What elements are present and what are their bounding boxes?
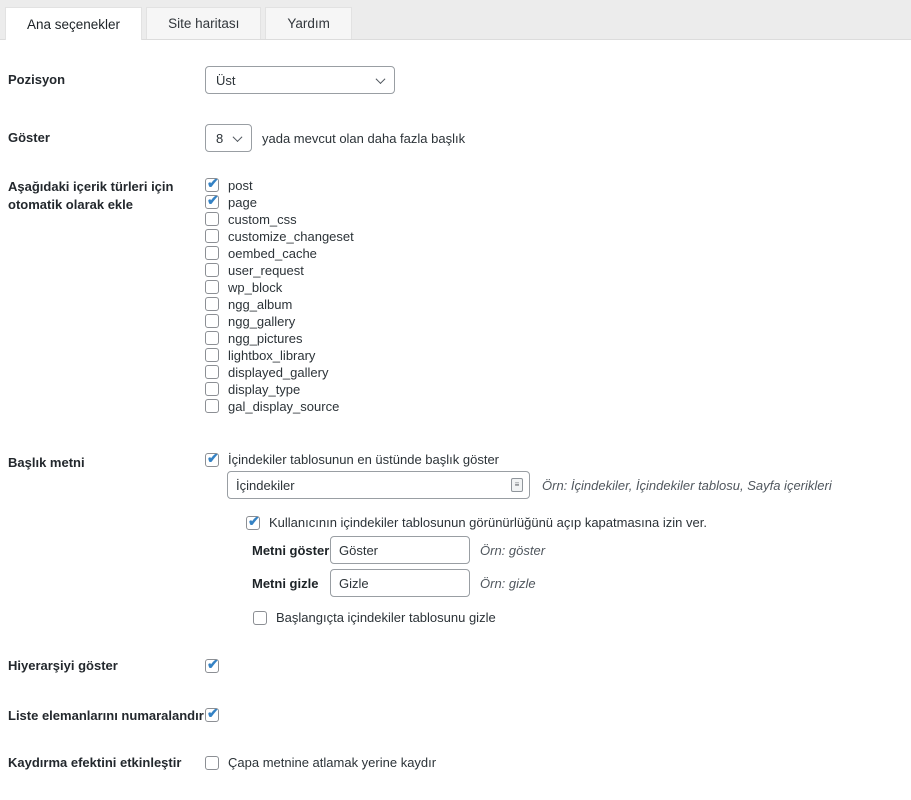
show-count-select-value: 8 xyxy=(216,130,224,146)
list-item xyxy=(205,365,911,379)
title-hint: Örn: İçindekiler, İçindekiler tablosu, Sayfa içerikleri xyxy=(542,477,832,493)
row-position xyxy=(8,66,911,94)
hide-text-label: Metni gizle xyxy=(252,575,319,591)
content-type-label: user_request xyxy=(228,262,304,278)
checkbox[interactable] xyxy=(205,399,219,413)
checkbox[interactable] xyxy=(205,246,219,260)
checkbox[interactable] xyxy=(205,708,219,722)
show-text-hint: Örn: göster xyxy=(480,542,546,558)
position-label: Pozisyon xyxy=(8,72,66,88)
list-item xyxy=(205,399,911,413)
visibility-toggle-section xyxy=(246,515,911,625)
list-item xyxy=(205,195,911,209)
settings-panel xyxy=(0,66,911,772)
hide-initial-option xyxy=(253,610,911,625)
toggle-visibility-option-label: Kullanıcının içindekiler tablosunun görünürlüğünü açıp kapatmasına izin ver. xyxy=(269,515,707,530)
checkbox[interactable] xyxy=(205,212,219,226)
chevron-down-icon xyxy=(233,132,243,142)
list-item xyxy=(205,348,911,362)
checkbox[interactable] xyxy=(205,756,219,770)
content-type-label: displayed_gallery xyxy=(228,364,329,380)
list-item xyxy=(205,229,911,243)
checkbox[interactable] xyxy=(253,611,267,625)
checkbox[interactable] xyxy=(205,382,219,396)
heading-text-label: Başlık metni xyxy=(8,455,85,470)
content-type-list xyxy=(205,178,911,416)
chevron-down-icon xyxy=(376,74,386,84)
checkbox[interactable] xyxy=(246,516,260,530)
show-text-row xyxy=(252,536,911,564)
position-select-value: Üst xyxy=(216,72,236,88)
numbering-label: Liste elemanlarını numaralandır xyxy=(8,707,204,723)
checkbox[interactable] xyxy=(205,195,219,209)
content-type-label: display_type xyxy=(228,381,301,397)
content-type-label: wp_block xyxy=(228,279,283,295)
toggle-visibility-option xyxy=(246,515,911,530)
list-item xyxy=(205,280,911,294)
checkbox[interactable] xyxy=(205,453,219,467)
content-types-label-line2: otomatik olarak ekle xyxy=(8,196,133,212)
autofill-icon[interactable]: ≡ xyxy=(511,478,523,492)
hide-text-input[interactable] xyxy=(330,569,470,597)
list-item xyxy=(205,246,911,260)
content-type-label: lightbox_library xyxy=(228,347,316,363)
row-smooth-scroll xyxy=(8,754,911,772)
content-types-label-line1: Aşağıdaki içerik türleri için xyxy=(8,179,174,194)
content-type-label: gal_display_source xyxy=(228,398,340,414)
title-input[interactable] xyxy=(227,471,530,499)
hierarchy-label: Hiyerarşiyi göster xyxy=(8,658,118,673)
hide-text-hint: Örn: gizle xyxy=(480,575,536,591)
tab-sitemap[interactable]: Site haritası xyxy=(146,7,261,39)
show-title-option-label: İçindekiler tablosunun en üstünde başlık göster xyxy=(228,452,500,467)
hide-initial-option-label: Başlangıçta içindekiler tablosunu gizle xyxy=(276,610,496,625)
show-title-option xyxy=(205,452,911,467)
smooth-scroll-label: Kaydırma efektini etkinleştir xyxy=(8,755,182,771)
tab-main-options[interactable]: Ana seçenekler xyxy=(5,7,142,40)
title-input-line xyxy=(227,471,911,499)
list-item xyxy=(205,212,911,226)
show-text-input[interactable] xyxy=(330,536,470,564)
row-show-count xyxy=(8,124,911,152)
smooth-scroll-option-label: Çapa metnine atlamak yerine kaydır xyxy=(228,755,437,771)
list-item xyxy=(205,263,911,277)
list-item xyxy=(205,314,911,328)
tab-help[interactable]: Yardım xyxy=(265,7,352,39)
checkbox[interactable] xyxy=(205,280,219,294)
checkbox[interactable] xyxy=(205,297,219,311)
row-heading-text xyxy=(8,452,911,625)
checkbox[interactable] xyxy=(205,365,219,379)
list-item xyxy=(205,331,911,345)
checkbox[interactable] xyxy=(205,229,219,243)
checkbox[interactable] xyxy=(205,331,219,345)
content-type-label: ngg_pictures xyxy=(228,330,303,346)
row-content-types xyxy=(8,178,911,416)
show-count-label: Göster xyxy=(8,130,50,146)
tab-bar xyxy=(0,0,911,40)
content-type-label: oembed_cache xyxy=(228,245,317,261)
checkbox[interactable] xyxy=(205,263,219,277)
list-item xyxy=(205,297,911,311)
hide-text-row xyxy=(252,569,911,597)
row-hierarchy xyxy=(8,657,911,675)
row-numbering xyxy=(8,707,911,725)
show-count-select[interactable] xyxy=(205,124,252,152)
show-count-suffix: yada mevcut olan daha fazla başlık xyxy=(262,130,466,146)
content-type-label: custom_css xyxy=(228,211,297,227)
position-select[interactable] xyxy=(205,66,395,94)
checkbox[interactable] xyxy=(205,659,219,673)
content-type-label: page xyxy=(228,194,257,210)
content-type-label: post xyxy=(228,177,253,193)
content-types-label xyxy=(8,178,205,213)
content-type-label: ngg_album xyxy=(228,296,293,312)
show-text-label: Metni göster xyxy=(252,542,330,558)
content-type-label: ngg_gallery xyxy=(228,313,296,329)
content-type-label: customize_changeset xyxy=(228,228,354,244)
list-item xyxy=(205,382,911,396)
checkbox[interactable] xyxy=(205,314,219,328)
checkbox[interactable] xyxy=(205,348,219,362)
checkbox[interactable] xyxy=(205,178,219,192)
list-item xyxy=(205,178,911,192)
